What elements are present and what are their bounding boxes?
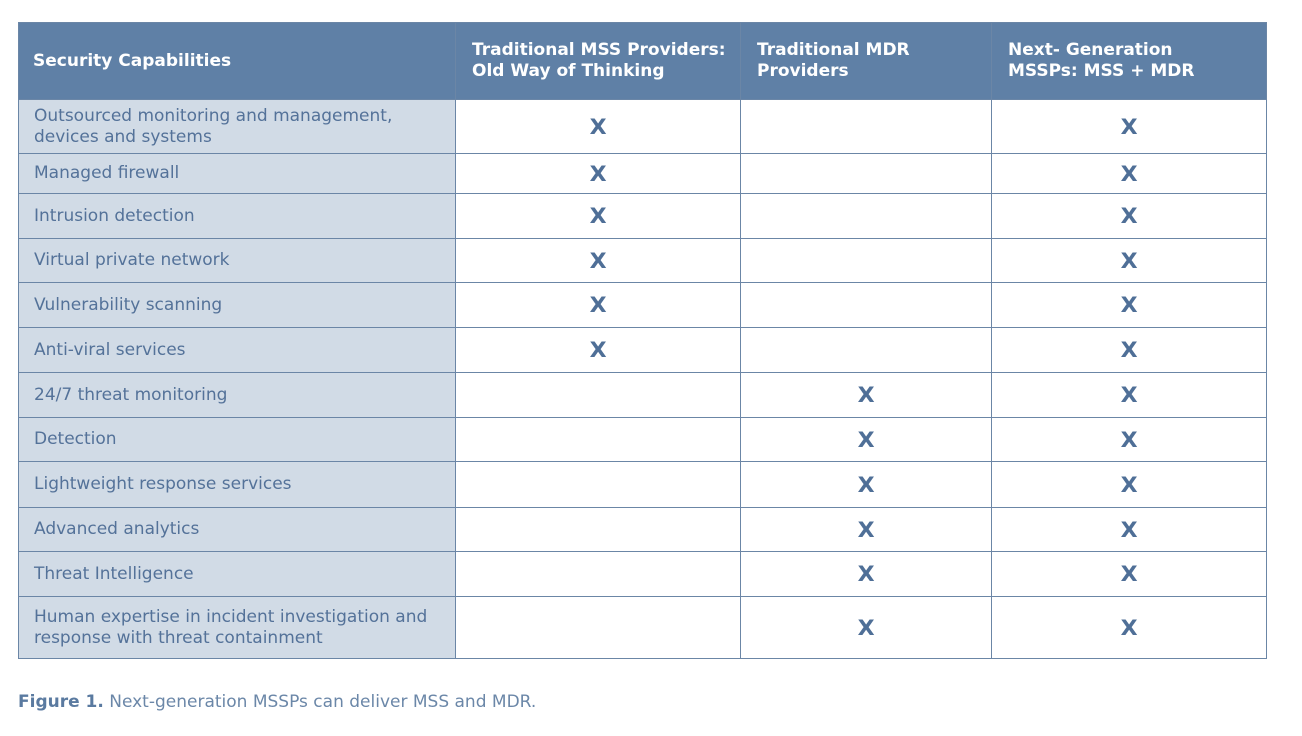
- mark-cell: [741, 462, 992, 508]
- x-mark-icon: X: [857, 427, 875, 452]
- mark-cell: [992, 597, 1267, 659]
- capability-label: Anti-viral services: [19, 328, 456, 373]
- table-body: [19, 100, 1267, 659]
- mark-cell: [741, 552, 992, 597]
- mark-cell: [992, 508, 1267, 552]
- capability-label: Outsourced monitoring and management, devices and systems: [19, 100, 456, 154]
- table-row: [19, 418, 1267, 462]
- x-mark-icon: X: [1120, 338, 1138, 362]
- table-row: [19, 597, 1267, 659]
- x-mark-icon: X: [1120, 472, 1138, 497]
- capability-label: 24/7 threat monitoring: [19, 373, 456, 418]
- header-next-gen-mssp: [992, 23, 1267, 100]
- x-mark-icon: X: [1120, 114, 1138, 139]
- mark-cell: [992, 373, 1267, 418]
- x-mark-icon: X: [1120, 383, 1138, 407]
- mark-cell: [741, 373, 992, 418]
- x-mark-icon: X: [1120, 562, 1138, 586]
- capability-label: Vulnerability scanning: [19, 283, 456, 328]
- x-mark-icon: X: [1120, 248, 1138, 273]
- capability-label: Human expertise in incident investigation and response with threat containment: [19, 597, 456, 659]
- x-mark-icon: X: [589, 161, 607, 186]
- table-row: [19, 373, 1267, 418]
- header-next-gen-mssp-text: Next- Generation MSSPs: MSS + MDR: [1008, 40, 1195, 81]
- mark-cell: [456, 418, 741, 462]
- x-mark-icon: X: [1120, 517, 1138, 542]
- mark-cell: [741, 194, 992, 239]
- figure-caption: [18, 692, 536, 712]
- header-traditional-mdr-text: Traditional MDR Providers: [757, 40, 910, 81]
- x-mark-icon: X: [857, 562, 875, 586]
- table-row: [19, 462, 1267, 508]
- mark-cell: [741, 283, 992, 328]
- table-header-row: [19, 23, 1267, 100]
- x-mark-icon: X: [1120, 293, 1138, 317]
- mark-cell: [456, 508, 741, 552]
- figure-label: Figure 1.: [18, 692, 104, 712]
- mark-cell: [741, 328, 992, 373]
- mark-cell: [741, 154, 992, 194]
- mark-cell: [456, 597, 741, 659]
- table-row: [19, 154, 1267, 194]
- x-mark-icon: X: [1120, 161, 1138, 186]
- mark-cell: [456, 239, 741, 283]
- x-mark-icon: X: [589, 204, 607, 228]
- x-mark-icon: X: [857, 517, 875, 542]
- mark-cell: [456, 100, 741, 154]
- mark-cell: [456, 194, 741, 239]
- mark-cell: [992, 462, 1267, 508]
- figure-caption-text: Next-generation MSSPs can deliver MSS and MDR.: [103, 692, 537, 712]
- mark-cell: [992, 154, 1267, 194]
- mark-cell: [992, 283, 1267, 328]
- mark-cell: [992, 194, 1267, 239]
- mark-cell: [456, 552, 741, 597]
- mark-cell: [992, 418, 1267, 462]
- mark-cell: [456, 462, 741, 508]
- mark-cell: [741, 418, 992, 462]
- capabilities-table: [18, 22, 1267, 659]
- x-mark-icon: X: [1120, 204, 1138, 228]
- header-traditional-mss: [456, 23, 741, 100]
- x-mark-icon: X: [857, 615, 875, 640]
- x-mark-icon: X: [1120, 427, 1138, 452]
- capability-label: Intrusion detection: [19, 194, 456, 239]
- x-mark-icon: X: [857, 383, 875, 407]
- capability-label: Detection: [19, 418, 456, 462]
- x-mark-icon: X: [589, 293, 607, 317]
- mark-cell: [456, 283, 741, 328]
- mark-cell: [456, 373, 741, 418]
- mark-cell: [741, 239, 992, 283]
- mark-cell: [741, 597, 992, 659]
- header-traditional-mss-text: Traditional MSS Providers: Old Way of Thinking: [472, 40, 726, 81]
- mark-cell: [456, 154, 741, 194]
- capability-label: Threat Intelligence: [19, 552, 456, 597]
- x-mark-icon: X: [589, 338, 607, 362]
- mark-cell: [992, 100, 1267, 154]
- header-security-capabilities: Security Capabilities: [19, 23, 456, 100]
- capability-label: Lightweight response services: [19, 462, 456, 508]
- capability-label: Advanced analytics: [19, 508, 456, 552]
- mark-cell: [992, 552, 1267, 597]
- table-row: [19, 552, 1267, 597]
- mark-cell: [992, 239, 1267, 283]
- header-traditional-mdr: [741, 23, 992, 100]
- table-row: [19, 100, 1267, 154]
- table-row: [19, 508, 1267, 552]
- mark-cell: [992, 328, 1267, 373]
- x-mark-icon: X: [589, 248, 607, 273]
- x-mark-icon: X: [589, 114, 607, 139]
- mark-cell: [456, 328, 741, 373]
- capability-label: Virtual private network: [19, 239, 456, 283]
- mark-cell: [741, 508, 992, 552]
- x-mark-icon: X: [857, 472, 875, 497]
- x-mark-icon: X: [1120, 615, 1138, 640]
- table-row: [19, 328, 1267, 373]
- table-row: [19, 239, 1267, 283]
- capability-label: Managed firewall: [19, 154, 456, 194]
- table-row: [19, 194, 1267, 239]
- mark-cell: [741, 100, 992, 154]
- table-row: [19, 283, 1267, 328]
